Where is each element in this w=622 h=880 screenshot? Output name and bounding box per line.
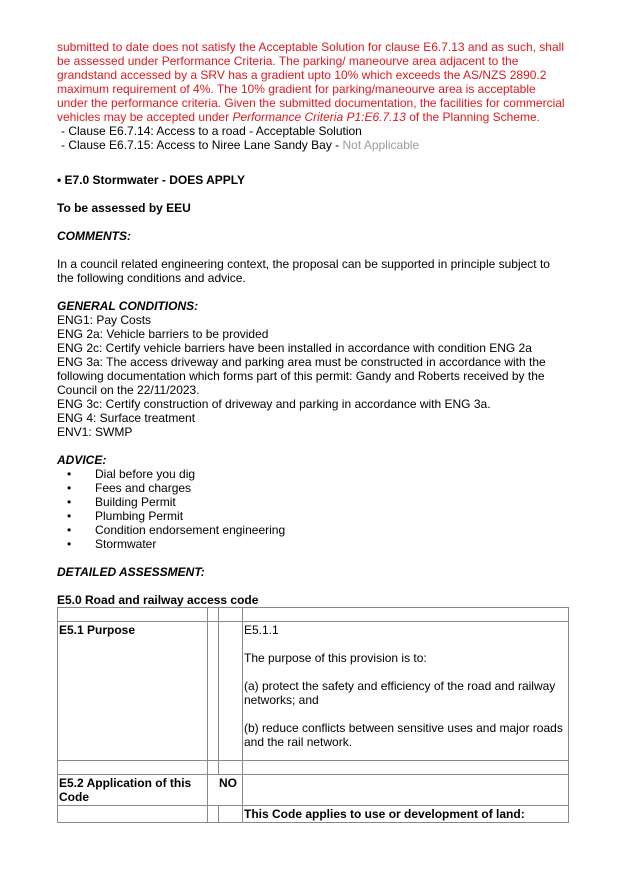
purpose-a: (a) protect the safety and efficiency of the road and railway networks; and [244,679,556,707]
application-label: E5.2 Application of this Code [58,775,208,806]
table-row [58,622,569,761]
condition-item: ENV1: SWMP [57,425,133,439]
condition-item: ENG 3a: The access driveway and parking area must be constructed in accordance with the following documentation which forms part of this permit: Gandy and Roberts received by the Council on the 22/11/2023. [57,355,546,397]
condition-item: ENG 4: Surface treatment [57,411,196,425]
applies-text: This Code applies to use or development of land: [243,806,569,823]
comments-heading: COMMENTS: [57,229,131,243]
clause-e6-7-15-status: Not Applicable [342,138,420,152]
advice-list [57,467,569,551]
assessment-table [57,607,569,823]
detailed-assessment-heading: DETAILED ASSESSMENT: [57,565,205,579]
purpose-description [243,622,569,761]
table-row [58,775,569,806]
table-row [58,806,569,823]
intro-italic-reference: Performance Criteria P1:E6.7.13 [232,110,406,124]
document-page [57,40,569,823]
stormwater-heading: • E7.0 Stormwater - DOES APPLY [57,173,246,187]
condition-item: ENG 2a: Vehicle barriers to be provided [57,327,269,341]
condition-item: ENG 2c: Certify vehicle barriers have been installed in accordance with condition ENG 2a [57,341,532,355]
condition-item: ENG1: Pay Costs [57,313,152,327]
clause-e6-7-15-text: - Clause E6.7.15: Access to Niree Lane Sandy Bay - [61,138,343,152]
condition-item: ENG 3c: Certify construction of driveway and parking in accordance with ENG 3a. [57,397,491,411]
advice-item: • Dial before you dig [57,467,569,481]
code-heading: E5.0 Road and railway access code [57,593,259,607]
intro-paragraph [57,40,569,124]
advice-heading: ADVICE: [57,453,107,467]
table-row [58,608,569,622]
intro-text-end: of the Planning Scheme. [405,110,540,124]
clause-e6-7-14: - Clause E6.7.14: Access to a road - Acceptable Solution [61,124,362,138]
clause-e6-7-15 [57,138,569,152]
purpose-intro: The purpose of this provision is to: [244,651,427,665]
purpose-b: (b) reduce conflicts between sensitive uses and major roads and the rail network. [244,721,563,749]
assessed-by-note: To be assessed by EEU [57,201,191,215]
advice-item: • Fees and charges [57,481,569,495]
conditions-list [57,313,569,439]
advice-item: • Stormwater [57,537,569,551]
purpose-ref: E5.1.1 [244,623,279,637]
table-row [58,761,569,775]
advice-item: • Plumbing Permit [57,509,569,523]
purpose-label: E5.1 Purpose [58,622,208,761]
application-value: NO [208,775,243,806]
advice-item: • Condition endorsement engineering [57,523,569,537]
advice-item: • Building Permit [57,495,569,509]
general-conditions-heading: GENERAL CONDITIONS: [57,299,199,313]
intro-text: submitted to date does not satisfy the Acceptable Solution for clause E6.7.13 and as such, shall be assessed under Performance Criteria. The parking/ maneourve area adjacent to the grandstand accessed by a SRV has a gradient upto 10% which exceeds the AS/NZS 2890.2 maximum requirement of 4%. The 10% gradient for parking/maneourve area is acceptable under the performance criteria. Given the submitted documentation, the facilities for commercial vehicles may be accepted under [57,40,565,124]
comments-text: In a council related engineering context, the proposal can be supported in principle subject to the following conditions and advice. [57,257,550,285]
